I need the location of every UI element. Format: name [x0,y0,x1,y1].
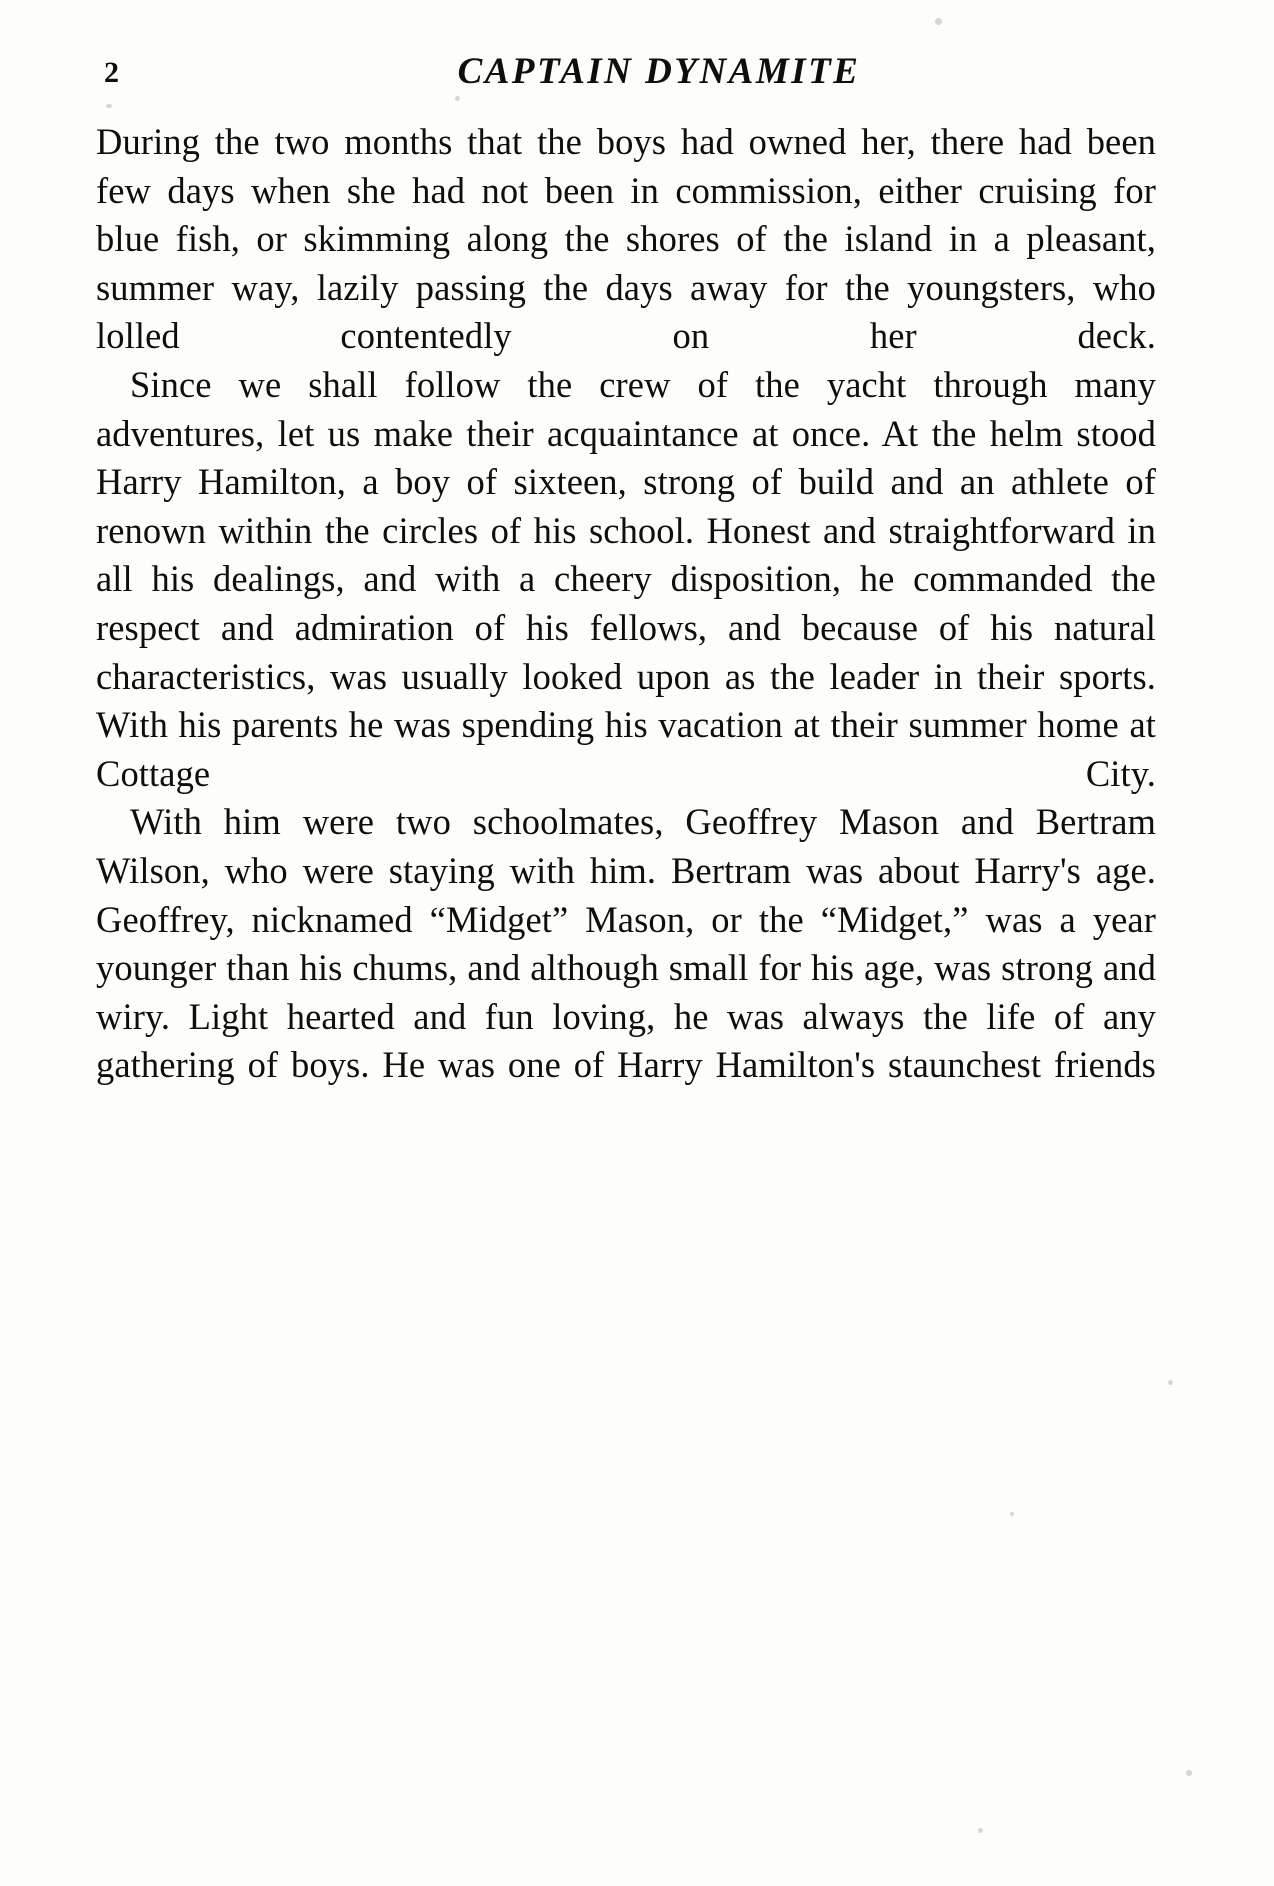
scan-speck [1010,1512,1014,1516]
page-body [96,118,1156,1090]
scan-speck [455,96,460,101]
scan-speck [1168,1380,1173,1385]
scan-speck [978,1828,983,1833]
page-header [0,28,1274,92]
paragraph-2: Since we shall follow the crew of the yacht through many adventures, let us make their acquaintance at once. At the helm stood Harry Hamilton, a boy of sixteen, strong of build and an athlete of renown within the circles of his school. Honest and straightforward in all his dealings, and with a cheery disposition, he commanded the respect and admiration of his fellows, and because of his natural characteristics, was usually looked upon as the leader in their sports. With his parents he was spending his vacation at their summer home at Cottage City. [96,363,1156,794]
running-head-title: CAPTAIN DYNAMITE [457,51,861,92]
paragraph-3: With him were two schoolmates, Geoffrey Mason and Bertram Wilson, who were staying with him. Bertram was about Harry's age. Geoffrey, nicknamed “Midget” Mason, or the “Midget,” was a year younger than his chums, and although small for his age, was strong and wiry. Light hearted and fun loving, he was always the life of any gathering of boys. He was one of Harry Hamilton's staunchest friends [96,801,1156,1086]
scan-speck [1186,1770,1192,1776]
page-number: 2 [104,56,120,89]
paragraph-1: During the two months that the boys had owned her, there had been few days when she had not been in commission, either cruising for blue fish, or skimming along the shores of the island in a pleasant, summer way, lazily passing the days away for the youngsters, who lolled contentedly on her deck. [96,121,1156,357]
scan-speck [106,104,112,108]
scan-speck [935,18,942,25]
